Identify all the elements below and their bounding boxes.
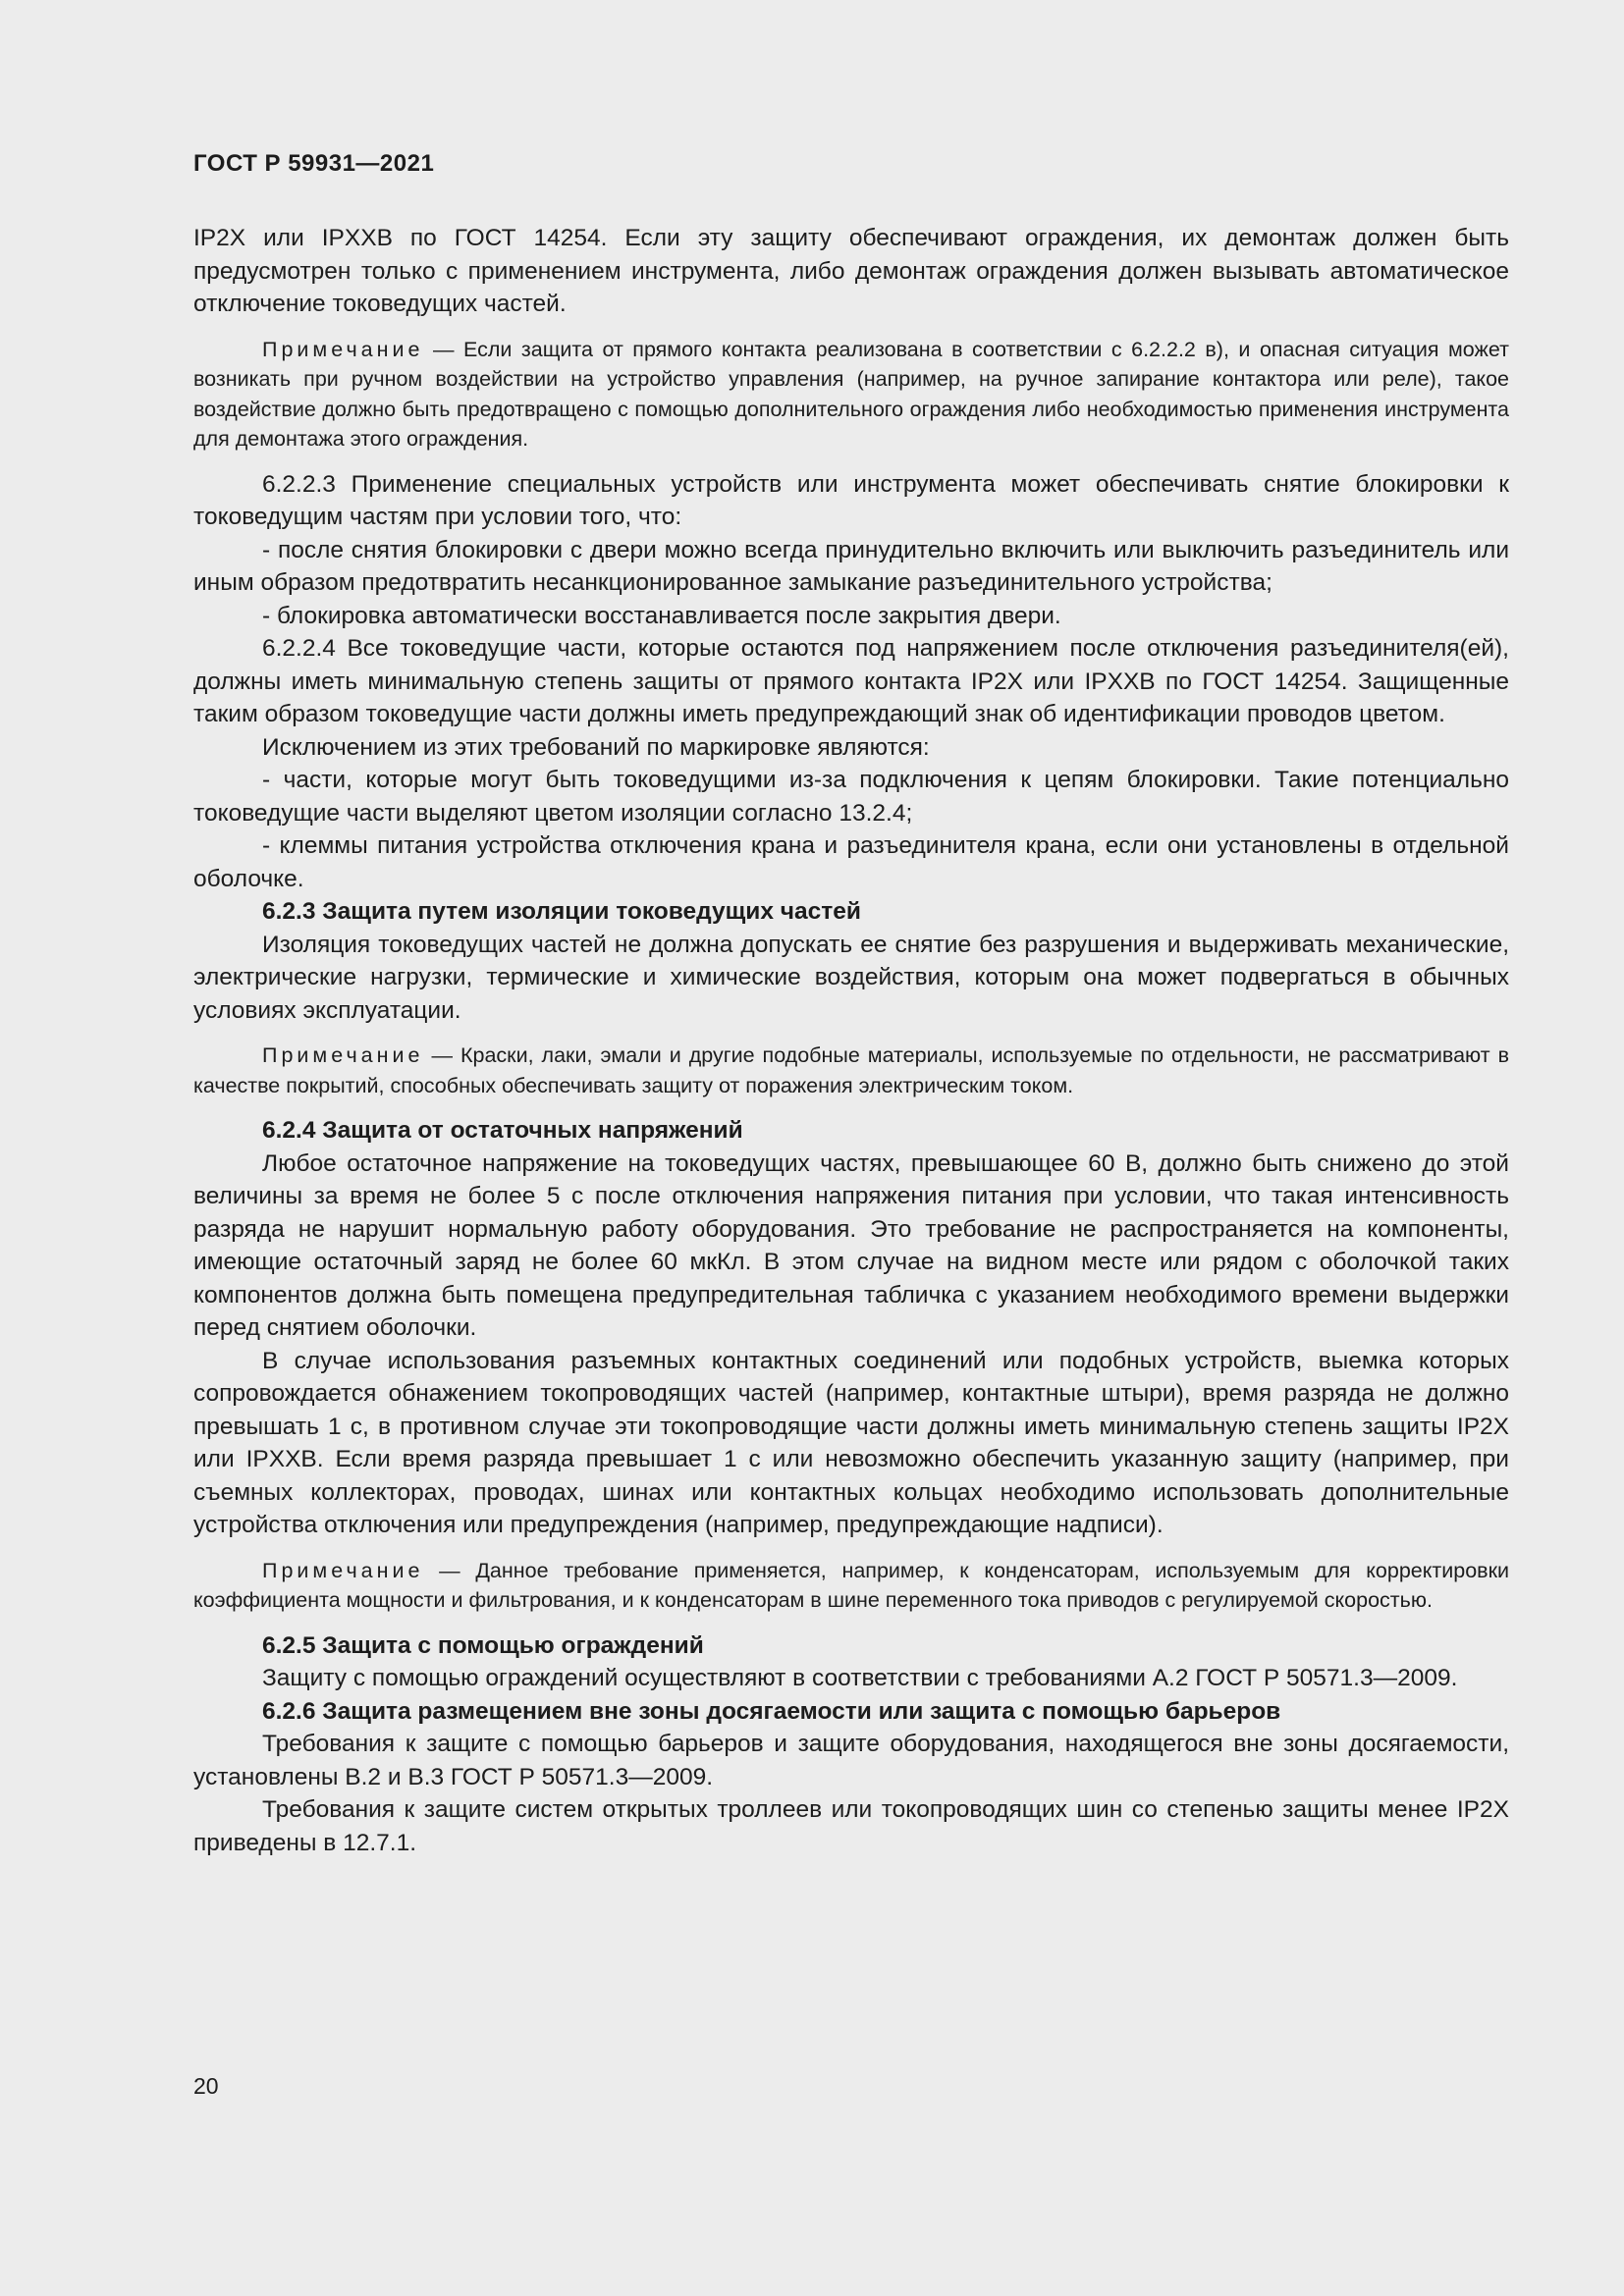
section-heading-6-2-5: 6.2.5 Защита с помощью ограждений <box>262 1631 704 1659</box>
page-header: ГОСТ Р 59931—2021 <box>193 150 435 177</box>
paragraph: IP2X или IPXXB по ГОСТ 14254. Если эту защиту обеспечивают ограждения, их демонтаж должен быть предусмотрен только с применением инструмента, либо демонтаж ограждения должен вызывать автоматическое отключение токоведущих частей. <box>193 225 1509 317</box>
note-text: — Данное требование применяется, например, к конденсаторам, используемым для корректировки коэффициента мощности и фильтрования, и к конденсаторам в шине переменного тока приводов с регулируемой скоростью. <box>193 1558 1509 1612</box>
paragraph: Требования к защите с помощью барьеров и защите оборудования, находящегося вне зоны досягаемости, установлены В.2 и В.3 ГОСТ Р 50571.3—2009. <box>193 1731 1509 1790</box>
note-text: — Если защита от прямого контакта реализована в соответствии с 6.2.2.2 в), и опасная ситуация может возникать при ручном воздействии на устройство управления (например, на ручное запирание контактора или реле), такое воздействие должно быть предотвращено с помощью дополнительного ограждения либо необходимостью применения инструмента для демонтажа этого ограждения. <box>193 337 1509 451</box>
list-item: - клеммы питания устройства отключения крана и разъединителя крана, если они установлены в отдельной оболочке. <box>193 832 1509 892</box>
paragraph: Защиту с помощью ограждений осуществляют в соответствии с требованиями А.2 ГОСТ Р 50571.3—2009. <box>262 1665 1458 1691</box>
list-item: - части, которые могут быть токоведущими из-за подключения к цепям блокировки. Такие потенциально токоведущие части выделяют цветом изоляции согласно 13.2.4; <box>193 767 1509 827</box>
list-item: - после снятия блокировки с двери можно всегда принудительно включить или выключить разъединитель или иным образом предотвратить несанкционированное замыкание разъединительного устройства; <box>193 536 1509 596</box>
section-heading-6-2-4: 6.2.4 Защита от остаточных напряжений <box>262 1117 743 1144</box>
note <box>193 1556 1509 1616</box>
page-number: 20 <box>193 2073 219 2099</box>
paragraph: В случае использования разъемных контактных соединений или подобных устройств, выемка которых сопровождается обнажением токопроводящих частей (например, контактные штыри), время разряда не должно превышать 1 с, в противном случае эти токопроводящие части должны иметь минимальную степень защиты IP2X или IPXXB. Если время разряда превышает 1 с или невозможно обеспечить указанную защиту (например, при съемных коллекторах, проводах, шинах или контактных кольцах необходимо использовать дополнительные устройства отключения или предупреждения (например, предупреждающие надписи). <box>193 1347 1509 1538</box>
note-label: Примечание <box>262 1558 424 1582</box>
note-text: — Краски, лаки, эмали и другие подобные материалы, используемые по отдельности, не рассматривают в качестве покрытий, способных обеспечивать защиту от поражения электрическим током. <box>193 1043 1509 1097</box>
paragraph: Изоляция токоведущих частей не должна допускать ее снятие без разрушения и выдерживать механические, электрические нагрузки, термические и химические воздействия, которым она может подвергаться в обычных условиях эксплуатации. <box>193 931 1509 1024</box>
note-label: Примечание <box>262 337 424 361</box>
section-heading-6-2-6: 6.2.6 Защита размещением вне зоны досягаемости или защита с помощью барьеров <box>262 1697 1281 1725</box>
note <box>193 335 1509 454</box>
note-label: Примечание <box>262 1043 424 1067</box>
section-heading-6-2-3: 6.2.3 Защита путем изоляции токоведущих частей <box>262 898 861 925</box>
note <box>193 1041 1509 1100</box>
list-item: - блокировка автоматически восстанавливается после закрытия двери. <box>262 602 1061 629</box>
paragraph: Любое остаточное напряжение на токоведущих частях, превышающее 60 В, должно быть снижено до этой величины за время не более 5 с после отключения напряжения питания при условии, что такая интенсивность разряда не нарушит нормальную работу оборудования. Это требование не распространяется на компоненты, имеющие остаточный заряд не более 60 мкКл. В этом случае на видном месте или рядом с оболочкой таких компонентов должна быть помещена предупредительная табличка с указанием необходимого времени выдержки перед снятием оболочки. <box>193 1149 1509 1341</box>
document-body <box>193 222 1509 1859</box>
paragraph: Исключением из этих требований по маркировке являются: <box>262 733 930 761</box>
paragraph: 6.2.2.3 Применение специальных устройств или инструмента может обеспечивать снятие блокировки к токоведущим частям при условии того, что: <box>193 470 1509 530</box>
paragraph: 6.2.2.4 Все токоведущие части, которые остаются под напряжением после отключения разъединителя(ей), должны иметь минимальную степень защиты от прямого контакта IP2X или IPXXB по ГОСТ 14254. Защищенные таким образом токоведущие части должны иметь предупреждающий знак об идентификации проводов цветом. <box>193 635 1509 727</box>
paragraph: Требования к защите систем открытых троллеев или токопроводящих шин со степенью защиты менее IP2X приведены в 12.7.1. <box>193 1796 1509 1856</box>
